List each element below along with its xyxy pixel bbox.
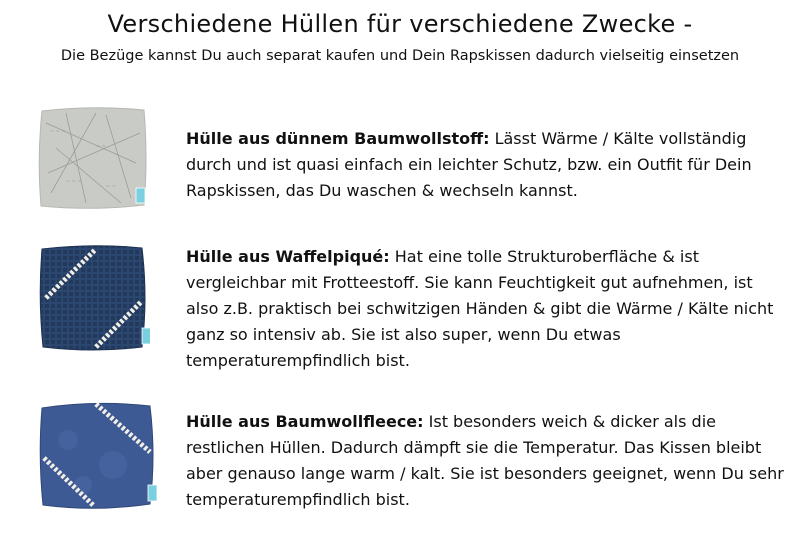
waffle-text: Hat eine tolle Strukturoberfläche & ist vergleichbar mit Frotteestoff. Sie kann Feuchtigkeit gut aufnehmen, ist also z.B. praktisch bei schwitzigen Händen & gibt die Wärme / Kälte nicht ganz so intensiv ab. Sie ist also super, wenn Du etwas temperaturempfindlich bist. [186,247,774,370]
waffle-pique-pillow-image [38,243,146,351]
fleece-pillow-image [38,400,146,508]
fleece-text: Ist besonders weich & dicker als die restlichen Hüllen. Dadurch dämpft sie die Temperatur. Das Kissen bleibt aber genauso lange warm / kalt. Sie ist besonders geeignet, wenn Du sehr temperaturempfindlich bist. [186,412,784,509]
fleece-heading: Hülle aus Baumwollfleece: [186,412,424,431]
cotton-heading: Hülle aus dünnem Baumwollstoff: [186,129,490,148]
svg-text:~ ~: ~ ~ [106,184,116,190]
print-text-1: ~ ~ ~ [50,129,66,135]
page-title: Verschiedene Hüllen für verschiedene Zwecke - [107,10,693,38]
fleece-description [186,409,786,513]
cotton-description [186,126,786,204]
cotton-text: Lässt Wärme / Kälte vollständig durch und ist quasi einfach ein leichter Schutz, bzw. ein Outfit für Dein Rapskissen, das Du waschen & wechseln kannst. [186,129,752,200]
svg-text:~ ~: ~ ~ [96,144,106,150]
waffle-heading: Hülle aus Waffelpiqué: [186,247,390,266]
waffle-description [186,244,786,374]
cotton-pillow-image [36,103,144,211]
page-subtitle: Die Bezüge kannst Du auch separat kaufen und Dein Rapskissen dadurch vielseitig einsetzen [60,48,740,64]
svg-text:~ ~ ~: ~ ~ ~ [66,179,82,185]
